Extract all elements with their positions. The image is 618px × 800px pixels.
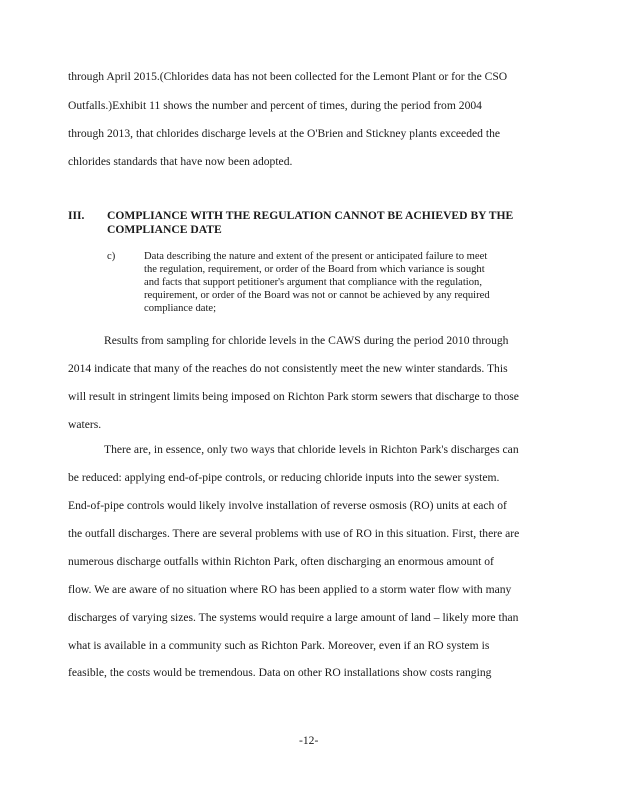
page-number: -12- bbox=[299, 734, 319, 747]
paragraph-line: through 2013, that chlorides discharge levels at the O'Brien and Stickney plants exceeded the bbox=[68, 127, 501, 140]
paragraph-line: chlorides standards that have now been adopted. bbox=[68, 155, 293, 168]
paragraph-line: be reduced: applying end-of-pipe controls, or reducing chloride inputs into the sewer system. bbox=[68, 471, 500, 484]
item-line: the regulation, requirement, or order of the Board from which variance is sought bbox=[144, 264, 485, 275]
paragraph-line: End-of-pipe controls would likely involve installation of reverse osmosis (RO) units at each of bbox=[68, 499, 507, 512]
paragraph-line: flow. We are aware of no situation where RO has been applied to a storm water flow with many bbox=[68, 583, 512, 596]
item-line: and facts that support petitioner's argument that compliance with the regulation, bbox=[144, 277, 482, 288]
paragraph-line: 2014 indicate that many of the reaches do not consistently meet the new winter standards. This bbox=[68, 362, 508, 375]
section-numeral: III. bbox=[68, 209, 85, 222]
section-title-line: COMPLIANCE WITH THE REGULATION CANNOT BE ACHIEVED BY THE bbox=[107, 209, 514, 222]
paragraph-line: the outfall discharges. There are several problems with use of RO in this situation. First, there are bbox=[68, 527, 520, 540]
paragraph-line: through April 2015.(Chlorides data has not been collected for the Lemont Plant or for the CSO bbox=[68, 70, 508, 83]
item-line: Data describing the nature and extent of the present or anticipated failure to meet bbox=[144, 251, 488, 262]
section-title-line: COMPLIANCE DATE bbox=[107, 223, 222, 236]
paragraph-line: Outfalls.)Exhibit 11 shows the number and percent of times, during the period from 2004 bbox=[68, 99, 482, 112]
item-line: requirement, or order of the Board was not or cannot be achieved by any required bbox=[144, 290, 490, 301]
paragraph-line: discharges of varying sizes. The systems would require a large amount of land – likely more than bbox=[68, 611, 519, 624]
paragraph-line: feasible, the costs would be tremendous. Data on other RO installations show costs ranging bbox=[68, 666, 492, 679]
paragraph-line: will result in stringent limits being imposed on Richton Park storm sewers that discharge to those bbox=[68, 390, 519, 403]
paragraph-line: waters. bbox=[68, 418, 102, 431]
item-line: compliance date; bbox=[144, 303, 217, 314]
paragraph-line: Results from sampling for chloride levels in the CAWS during the period 2010 through bbox=[104, 334, 509, 347]
paragraph-line: what is available in a community such as Richton Park. Moreover, even if an RO system is bbox=[68, 639, 490, 652]
paragraph-line: There are, in essence, only two ways that chloride levels in Richton Park's discharges can bbox=[104, 443, 519, 456]
paragraph-line: numerous discharge outfalls within Richton Park, often discharging an enormous amount of bbox=[68, 555, 494, 568]
item-label: c) bbox=[107, 251, 116, 262]
